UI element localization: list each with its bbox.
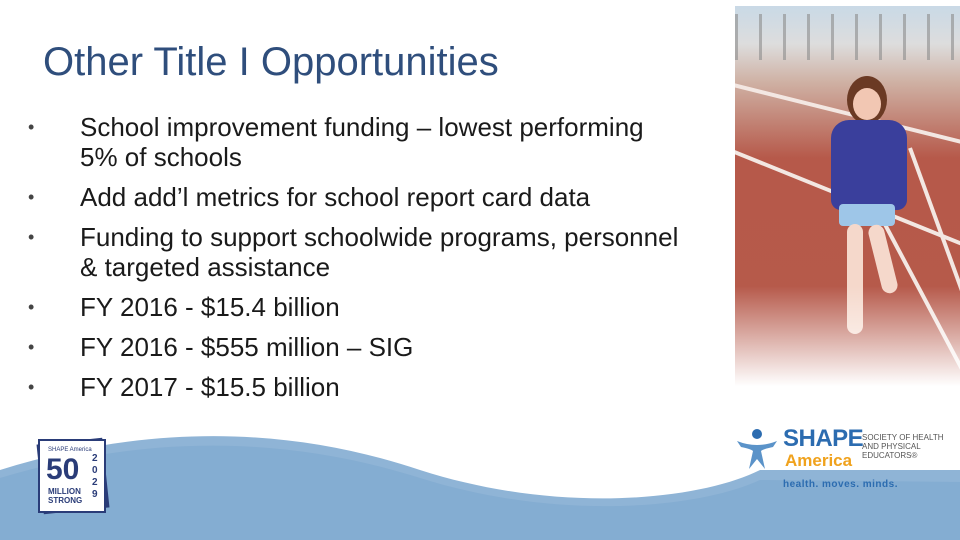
bullet-item: • FY 2016 - $15.4 billion — [28, 292, 688, 322]
fifty-million-strong-logo — [36, 437, 108, 513]
badge-brand: SHAPE America — [48, 447, 92, 453]
badge-number: 50 — [46, 453, 80, 486]
bullet-item: • Funding to support schoolwide programs, personnel & targeted assistance — [28, 222, 688, 282]
badge-million: MILLION — [48, 487, 81, 496]
badge-strong: STRONG — [48, 496, 83, 505]
logo-tagline: health. moves. minds. — [783, 479, 898, 490]
bullet-item: • Add add’l metrics for school report card data — [28, 182, 688, 212]
bullet-item: • School improvement funding – lowest performing 5% of schools — [28, 112, 688, 172]
badge-year: 2029 — [92, 453, 98, 500]
bullet-item: • FY 2017 - $15.5 billion — [28, 372, 688, 402]
slide-title: Other Title I Opportunities — [43, 40, 499, 84]
bullet-item: • FY 2016 - $555 million – SIG — [28, 332, 688, 362]
person-figure-icon — [735, 427, 779, 471]
logo-shape-text: SHAPE — [783, 425, 864, 452]
shape-america-logo — [735, 425, 945, 495]
logo-america-text: America — [785, 451, 853, 470]
logo-society-text: SOCIETY OF HEALTH AND PHYSICAL EDUCATORS® — [862, 433, 944, 460]
